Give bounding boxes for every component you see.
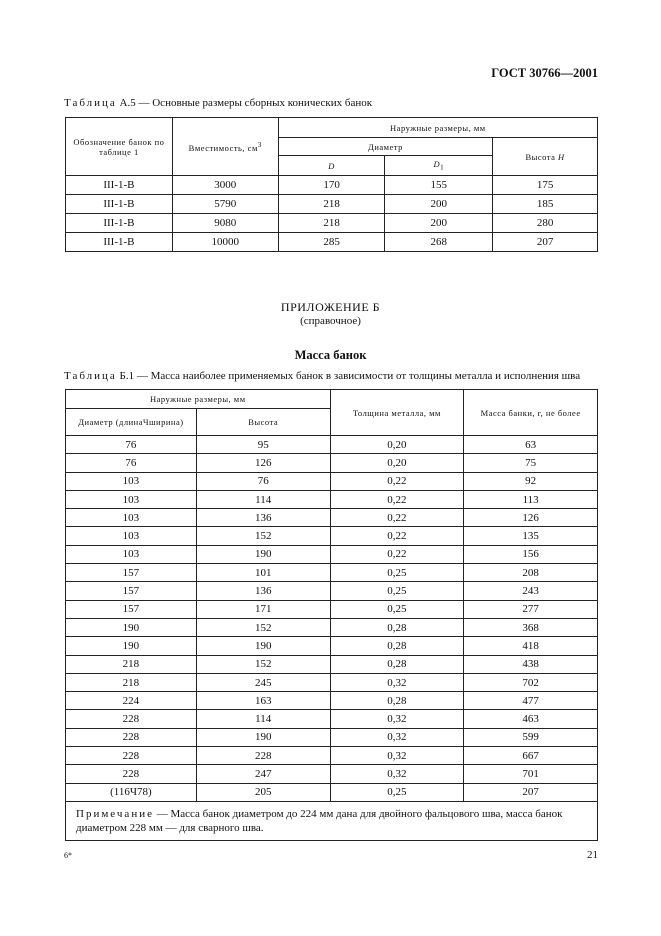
- cell: 190: [66, 618, 197, 636]
- cell: 368: [464, 618, 598, 636]
- col-height-header: Высота: [196, 409, 330, 436]
- cell: 152: [196, 527, 330, 545]
- page-number: 21: [587, 849, 598, 861]
- table-note-row: [66, 801, 598, 840]
- col-capacity-sup: 3: [257, 140, 262, 149]
- cell: 135: [464, 527, 598, 545]
- table-row: [66, 527, 598, 545]
- cell: 0,20: [330, 436, 464, 454]
- cell: 200: [385, 195, 493, 214]
- table-row: [66, 233, 598, 252]
- cell: 114: [196, 710, 330, 728]
- cell: 126: [196, 454, 330, 472]
- cell: 247: [196, 765, 330, 783]
- cell: 114: [196, 490, 330, 508]
- cell: 599: [464, 728, 598, 746]
- cell: 163: [196, 692, 330, 710]
- cell: 170: [278, 176, 385, 195]
- annex-subtitle: (справочное): [300, 315, 361, 327]
- cell: 218: [278, 195, 385, 214]
- cell: 277: [464, 600, 598, 618]
- footer-mark: 6*: [64, 851, 72, 860]
- cell: 152: [196, 618, 330, 636]
- table-row: [66, 195, 598, 214]
- cell: 0,28: [330, 655, 464, 673]
- cell: 103: [66, 527, 197, 545]
- cell: 228: [66, 728, 197, 746]
- table-row: [66, 545, 598, 563]
- cell: 0,32: [330, 747, 464, 765]
- cell: 0,25: [330, 600, 464, 618]
- table-row: [66, 710, 598, 728]
- table-note: [66, 801, 598, 840]
- col-height-label: Высота: [525, 151, 559, 162]
- cell: (116Ч78): [66, 783, 197, 801]
- cell: 0,20: [330, 454, 464, 472]
- col-mass-header: Масса банки, г, не более: [464, 390, 598, 436]
- cell: 285: [278, 233, 385, 252]
- table-row: [66, 436, 598, 454]
- annex-title: ПРИЛОЖЕНИЕ Б: [280, 300, 381, 314]
- cell: 3000: [172, 176, 278, 195]
- col-D-label: D: [328, 160, 335, 171]
- cell: 224: [66, 692, 197, 710]
- cell: 152: [196, 655, 330, 673]
- cell: 701: [464, 765, 598, 783]
- cell: 0,22: [330, 545, 464, 563]
- cell: 218: [66, 655, 197, 673]
- col-thickness-header: Толщина металла, мм: [330, 390, 464, 436]
- cell: 10000: [172, 233, 278, 252]
- cell: III-1-В: [66, 195, 173, 214]
- cell: 208: [464, 564, 598, 582]
- col-outer-header: Наружные размеры, мм: [278, 118, 597, 138]
- cell: 207: [464, 783, 598, 801]
- col-D1-header: [385, 156, 493, 176]
- col-designation-header: Обозначение банок по таблице 1: [66, 118, 173, 176]
- cell: 5790: [172, 195, 278, 214]
- cell: 190: [66, 637, 197, 655]
- col-capacity-label: Вместимость, см: [188, 142, 258, 153]
- section-title: Масса банок: [294, 348, 367, 362]
- table-row: [66, 214, 598, 233]
- table-row: [66, 472, 598, 490]
- cell: 101: [196, 564, 330, 582]
- cell: 0,28: [330, 637, 464, 655]
- cell: 0,25: [330, 564, 464, 582]
- caption-text: А.5 — Основные размеры сборных конических банок: [116, 97, 373, 109]
- table-row: [66, 655, 598, 673]
- table-b1: [65, 389, 598, 841]
- cell: 157: [66, 582, 197, 600]
- caption-lead: Таблица: [64, 370, 117, 382]
- cell: 185: [493, 195, 598, 214]
- cell: 207: [493, 233, 598, 252]
- cell: 76: [66, 436, 197, 454]
- cell: 0,25: [330, 582, 464, 600]
- table-a5-caption: [64, 97, 372, 109]
- cell: 280: [493, 214, 598, 233]
- note-lead: Примечание: [76, 807, 154, 820]
- col-diameter-header: Диаметр (длинаЧширина): [66, 409, 197, 436]
- cell: 157: [66, 564, 197, 582]
- table-row: [66, 765, 598, 783]
- table-row: [66, 454, 598, 472]
- cell: 9080: [172, 214, 278, 233]
- cell: 171: [196, 600, 330, 618]
- cell: 0,22: [330, 472, 464, 490]
- cell: 63: [464, 436, 598, 454]
- cell: 205: [196, 783, 330, 801]
- cell: 228: [66, 710, 197, 728]
- cell: 95: [196, 436, 330, 454]
- cell: 190: [196, 637, 330, 655]
- cell: 245: [196, 673, 330, 691]
- caption-lead: Таблица: [64, 97, 117, 109]
- table-row: [66, 490, 598, 508]
- cell: 190: [196, 545, 330, 563]
- col-D-header: [278, 156, 385, 176]
- table-a5: [65, 117, 598, 252]
- cell: 268: [385, 233, 493, 252]
- cell: 218: [66, 673, 197, 691]
- cell: 702: [464, 673, 598, 691]
- cell: 477: [464, 692, 598, 710]
- table-row: [66, 747, 598, 765]
- table-row: [66, 600, 598, 618]
- col-D1-sub: 1: [440, 163, 445, 172]
- table-row: [66, 176, 598, 195]
- cell: 75: [464, 454, 598, 472]
- cell: 0,32: [330, 728, 464, 746]
- cell: 155: [385, 176, 493, 195]
- cell: 0,28: [330, 692, 464, 710]
- cell: 126: [464, 509, 598, 527]
- cell: 667: [464, 747, 598, 765]
- col-diameter-header: Диаметр: [278, 138, 492, 156]
- col-height-header: [493, 138, 598, 176]
- cell: 463: [464, 710, 598, 728]
- cell: 103: [66, 490, 197, 508]
- cell: 0,32: [330, 673, 464, 691]
- cell: 438: [464, 655, 598, 673]
- cell: 103: [66, 509, 197, 527]
- cell: 92: [464, 472, 598, 490]
- cell: 0,32: [330, 765, 464, 783]
- col-capacity-header: [172, 118, 278, 176]
- table-b1-caption: [64, 370, 580, 382]
- cell: 0,32: [330, 710, 464, 728]
- col-outer-header: Наружные размеры, мм: [66, 390, 331, 409]
- col-height-var: H: [558, 151, 565, 162]
- cell: 190: [196, 728, 330, 746]
- table-row: [66, 564, 598, 582]
- table-row: [66, 783, 598, 801]
- table-row: [66, 509, 598, 527]
- cell: 136: [196, 582, 330, 600]
- note-text: — Масса банок диаметром до 224 мм дана для двойного фальцового шва, масса банок диаметром 228 мм — для сварного шва.: [76, 807, 563, 834]
- cell: 76: [66, 454, 197, 472]
- cell: 157: [66, 600, 197, 618]
- table-row: [66, 618, 598, 636]
- cell: 418: [464, 637, 598, 655]
- cell: 0,28: [330, 618, 464, 636]
- cell: 103: [66, 545, 197, 563]
- document-header: ГОСТ 30766—2001: [491, 66, 598, 80]
- cell: 200: [385, 214, 493, 233]
- table-row: [66, 637, 598, 655]
- cell: 0,25: [330, 783, 464, 801]
- cell: 103: [66, 472, 197, 490]
- cell: 0,22: [330, 527, 464, 545]
- cell: 228: [196, 747, 330, 765]
- cell: 76: [196, 472, 330, 490]
- cell: III-1-В: [66, 176, 173, 195]
- cell: III-1-В: [66, 214, 173, 233]
- cell: 228: [66, 765, 197, 783]
- cell: 0,22: [330, 490, 464, 508]
- cell: 0,22: [330, 509, 464, 527]
- table-row: [66, 673, 598, 691]
- table-row: [66, 692, 598, 710]
- caption-text: Б.1 — Масса наиболее применяемых банок в зависимости от толщины металла и исполнения шва: [116, 370, 581, 382]
- cell: 136: [196, 509, 330, 527]
- cell: 175: [493, 176, 598, 195]
- cell: 113: [464, 490, 598, 508]
- table-row: [66, 728, 598, 746]
- cell: 218: [278, 214, 385, 233]
- cell: 156: [464, 545, 598, 563]
- cell: III-1-В: [66, 233, 173, 252]
- table-row: [66, 582, 598, 600]
- col-D1-label: D: [433, 159, 441, 170]
- cell: 228: [66, 747, 197, 765]
- cell: 243: [464, 582, 598, 600]
